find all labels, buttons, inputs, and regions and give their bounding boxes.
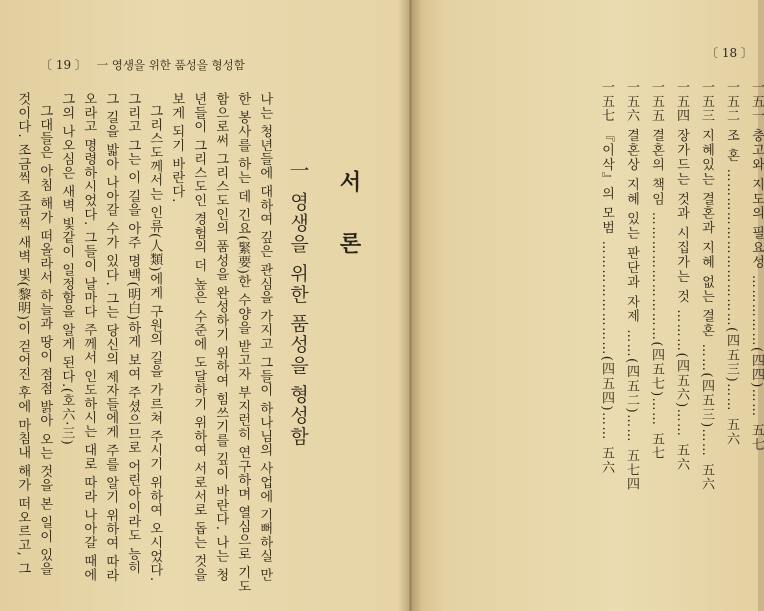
right-page-number: 〔 18 〕: [706, 46, 753, 60]
book-gutter: [398, 0, 422, 611]
running-head: [40, 56, 245, 76]
running-head-title: 一 영생을 위한 품성을 형성함: [96, 58, 245, 72]
section-number: 一: [286, 160, 310, 180]
toc-entry: 一五五 결혼의 책임 ………………………(四五七)…… 五七: [649, 80, 664, 461]
body-column: 그리스도께서는 인류(人類)에게 구원의 길을 가르쳐 주시기 위하여 오시었다.: [147, 104, 163, 582]
body-column: 그의 나오심은 새벽 빛같이 일정함을 알게 된다.(호六·三): [59, 92, 75, 446]
right-page: [410, 0, 764, 611]
body-column: 그대들은 아침 해가 떠올라서 하늘과 땅이 점점 밝아 오는 것을 본 일이 있을: [37, 104, 53, 576]
body-column: 그 길을 밟아 나아갈 수가 있다. 그는 당신의 제자들에게 주를 알기 위하여 따라: [103, 92, 119, 583]
body-column: 년들이 그리스도인 경험의 더 높은 수준에 도달하기 위하여 서로서로 돕는 것을: [191, 92, 207, 582]
toc-entry: 一五七 『이삭』의 모범 ……………………(四五四)…… 五六: [599, 80, 614, 476]
body-column: 한 봉사를 하는 데 긴요(緊要)한 수양을 받고자 부지런히 연구하며 열심으로 기도: [235, 92, 251, 594]
body-column: 것이다. 조금씩 조금씩 새벽 빛(黎明)이 걷어진 후에 마침내 해가 떠오르고, 그: [15, 92, 31, 575]
body-column: 그리고 그는 이 길을 아주 명백(明白)하게 보여 주셨으므로 어린아이라도 능히: [125, 92, 141, 575]
body-column: 나는 청년들에 대하여 깊은 관심을 가지고 그들이 하나님의 사업에 기뻐하실 만: [257, 92, 273, 582]
chapter-title: 서 론: [336, 170, 362, 270]
body-column: 함으로써 그리스도인의 품성을 완성하기 위하여 힘쓰기를 깊이 바란다. 나는 청: [213, 92, 229, 582]
body-column: 보게 되기 바란다.: [169, 92, 185, 203]
toc-entry: 一五四 장가드는 것과 시집가는 것 ………(四五六)…… 五六: [674, 80, 689, 472]
toc-entry: 一五六 결혼상 지혜 있는 판단과 자제 ……(四五二)…… 五七四: [624, 80, 639, 492]
toc-entry: 一五三 지혜있는 결혼과 지혜 없는 결혼 ……(四五三)…… 五六: [699, 80, 714, 492]
toc-entry: 一五二 조 혼 ……………………………(四五三)…… 五六: [724, 80, 739, 447]
section-title: 영생을 위한 품성을 형성함: [287, 192, 309, 448]
toc-entry: 一五一 충고와 지도의 필요성 ……………(四四)…… 五七: [749, 80, 764, 452]
body-column: 오라고 명령하시었다. 그들이 날마다 주께서 인도하시는 대로 따라 나아갈 때에: [81, 92, 97, 582]
left-page-number: 〔 19 〕: [40, 58, 87, 72]
